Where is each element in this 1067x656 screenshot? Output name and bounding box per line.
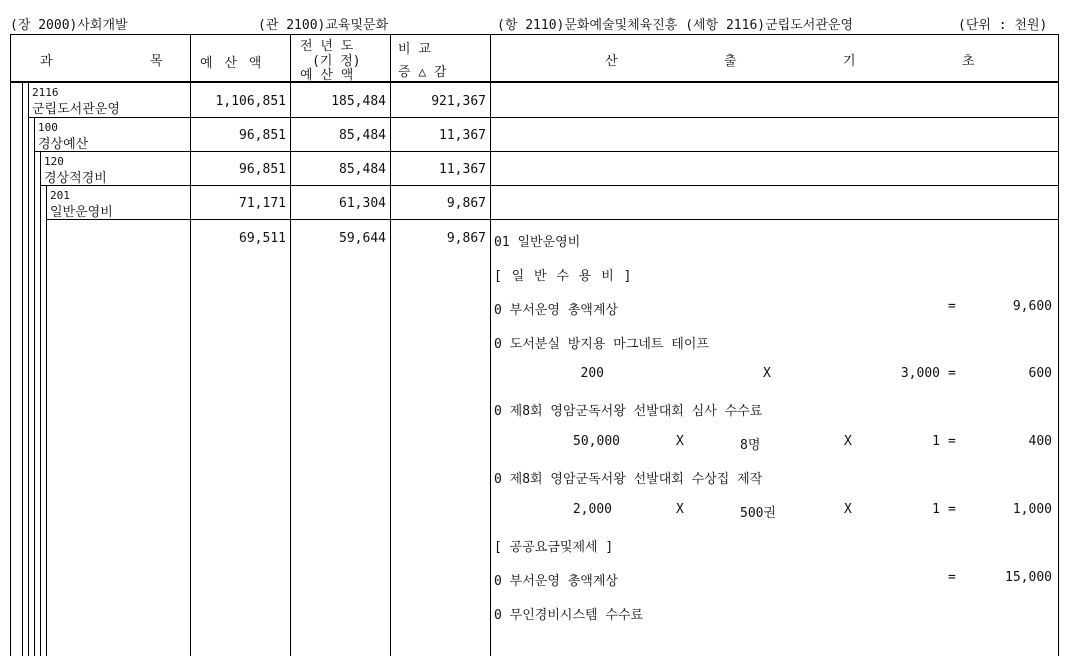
row-code: 120 bbox=[44, 155, 64, 168]
row-budget: 71,171 bbox=[239, 196, 286, 211]
row-diff: 921,367 bbox=[431, 94, 486, 109]
basis-line: 0 제8회 영암군독서왕 선발대회 심사 수수료 bbox=[494, 404, 763, 419]
detail-diff: 9,867 bbox=[446, 231, 486, 246]
row-prev: 85,484 bbox=[339, 162, 386, 177]
header-basis-4: 초 bbox=[962, 54, 975, 69]
table-right-border bbox=[1058, 34, 1059, 656]
indent-line bbox=[46, 186, 47, 656]
basis-count: 500권 bbox=[740, 506, 777, 521]
basis-line: [ 공공요금및제세 ] bbox=[494, 540, 614, 555]
row-name: 일반운영비 bbox=[50, 205, 113, 220]
basis-times: X bbox=[676, 502, 684, 517]
unit-label: (단위 : 천원) bbox=[958, 18, 1048, 33]
basis-line: 01 일반운영비 bbox=[494, 235, 581, 250]
row-divider bbox=[29, 117, 1059, 118]
row-diff: 9,867 bbox=[446, 196, 486, 211]
basis-times: X bbox=[676, 434, 684, 449]
basis-qty: 50,000 bbox=[573, 434, 620, 449]
basis-count: 8명 bbox=[740, 438, 761, 453]
row-prev: 185,484 bbox=[331, 94, 386, 109]
row-code: 2116 bbox=[32, 86, 59, 99]
row-divider bbox=[47, 219, 1059, 220]
indent-line bbox=[22, 83, 23, 656]
basis-unit: 1 bbox=[932, 434, 940, 449]
header-prev-3: 예 산 액 bbox=[300, 68, 354, 83]
indent-line bbox=[34, 118, 35, 656]
basis-eq: = bbox=[948, 299, 956, 314]
header-prev-2: (기 정) bbox=[312, 54, 361, 69]
header-basis-1: 산 bbox=[605, 54, 618, 69]
basis-eq: = bbox=[948, 502, 956, 517]
basis-amount: 9,600 bbox=[1012, 299, 1052, 314]
basis-amount: 400 bbox=[1028, 434, 1052, 449]
table-left-border bbox=[10, 34, 11, 656]
row-name: 군립도서관운영 bbox=[32, 102, 120, 117]
header-basis-3: 기 bbox=[843, 54, 856, 69]
gwan-title: (관 2100)교육및문화 bbox=[258, 18, 389, 33]
row-name: 경상적경비 bbox=[44, 171, 107, 186]
basis-times: X bbox=[763, 366, 771, 381]
basis-qty: 2,000 bbox=[572, 502, 612, 517]
indent-line bbox=[40, 152, 41, 656]
basis-amount: 600 bbox=[1028, 366, 1052, 381]
basis-line: 0 제8회 영암군독서왕 선발대회 수상집 제작 bbox=[494, 472, 763, 487]
row-code: 100 bbox=[38, 121, 58, 134]
row-prev: 61,304 bbox=[339, 196, 386, 211]
row-budget: 1,106,851 bbox=[215, 94, 286, 109]
row-divider bbox=[41, 185, 1059, 186]
basis-line: 0 부서운영 총액계상 bbox=[494, 303, 618, 318]
basis-line: 0 부서운영 총액계상 bbox=[494, 574, 618, 589]
header-diff-2: 증 △ 감 bbox=[398, 65, 447, 80]
row-divider bbox=[35, 151, 1059, 152]
basis-times: X bbox=[844, 502, 852, 517]
table-top-border bbox=[10, 34, 1059, 35]
row-budget: 96,851 bbox=[239, 128, 286, 143]
indent-line bbox=[28, 83, 29, 656]
basis-eq: = bbox=[948, 434, 956, 449]
basis-unit: 3,000 bbox=[900, 366, 940, 381]
detail-prev: 59,644 bbox=[339, 231, 386, 246]
basis-line: 0 무인경비시스템 수수료 bbox=[494, 608, 644, 623]
basis-amount: 1,000 bbox=[1012, 502, 1052, 517]
header-gwamok-1: 과 bbox=[40, 54, 53, 69]
basis-unit: 1 bbox=[932, 502, 940, 517]
basis-times: X bbox=[844, 434, 852, 449]
row-code: 201 bbox=[50, 189, 70, 202]
basis-amount: 15,000 bbox=[1005, 570, 1052, 585]
header-prev-1: 전 년 도 bbox=[300, 39, 354, 54]
row-name: 경상예산 bbox=[38, 137, 89, 152]
header-gwamok-2: 목 bbox=[150, 54, 163, 69]
hang-title: (항 2110)문화예술및체육진흥 (세항 2116)군립도서관운영 bbox=[497, 18, 854, 33]
jang-title: (장 2000)사회개발 bbox=[10, 18, 128, 33]
basis-line: [ 일 반 수 용 비 ] bbox=[494, 269, 633, 284]
row-prev: 85,484 bbox=[339, 128, 386, 143]
row-budget: 96,851 bbox=[239, 162, 286, 177]
detail-budget: 69,511 bbox=[239, 231, 286, 246]
header-diff-1: 비 교 bbox=[398, 42, 431, 57]
basis-line: 0 도서분실 방지용 마그네트 테이프 bbox=[494, 337, 709, 352]
basis-qty: 200 bbox=[580, 366, 604, 381]
basis-eq: = bbox=[948, 366, 956, 381]
basis-eq: = bbox=[948, 570, 956, 585]
header-basis-2: 출 bbox=[724, 54, 737, 69]
row-diff: 11,367 bbox=[439, 128, 486, 143]
header-bottom-border bbox=[10, 81, 1059, 83]
header-budget: 예 산 액 bbox=[200, 56, 264, 71]
col-divider bbox=[490, 34, 491, 656]
row-diff: 11,367 bbox=[439, 162, 486, 177]
